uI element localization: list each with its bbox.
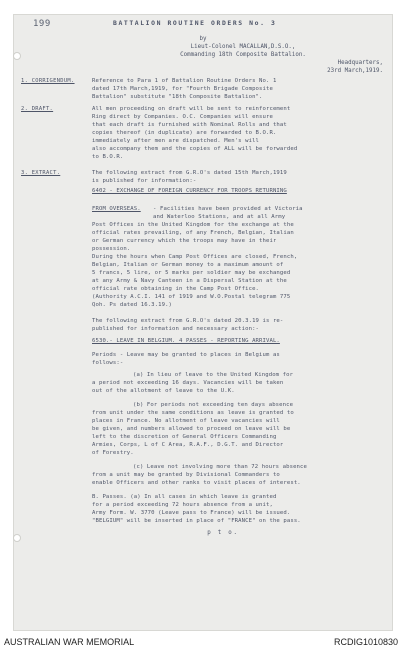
leave-line: "BELGIUM" will be inserted in place of "FRANCE" on the pass. [92, 518, 301, 524]
leave-line: B. Passes. (a) In all cases in which leave is granted [92, 494, 277, 500]
exchange-line: official rates prevailing, of any French, Belgian, Italian [92, 230, 294, 236]
document-date: 23rd March,1919. [327, 68, 383, 74]
draft-line: immediately after men are dispatched. Men's will [92, 138, 260, 144]
leave-intro-line: The following extract from G.R.O's dated 20.3.19 is re- [92, 318, 284, 324]
leave-line: Army Form. W. 3770 (Leave pass to France) will be issued. [92, 510, 291, 516]
leave-line: for a period exceeding 72 hours absence from a unit, [92, 502, 273, 508]
leave-heading: 6530.- LEAVE IN BELGIUM. 4 PASSES - REPORTING ARRIVAL. [92, 338, 280, 344]
exchange-line: 5 francs, 5 lire, or 5 marks per soldier may be exchanged [92, 270, 291, 276]
leave-line: Armies, Corps, L of C Area, R.A.F., D.G.T. and Director [92, 442, 284, 448]
exchange-line: - Facilities have been provided at Victoria [153, 206, 303, 212]
exchange-heading-2: FROM OVERSEAS. [92, 206, 141, 212]
leave-line: (c) Leave not involving more than 72 hours absence [133, 464, 307, 470]
leave-line: (a) In lieu of leave to the United Kingdom for [133, 372, 294, 378]
draft-line: All men proceeding on draft will be sent to reinforcement [92, 106, 291, 112]
corrigendum-line: dated 17th March,1919, for "Fourth Brigade Composite [92, 86, 273, 92]
exchange-line: or German currency which the troops may have in their [92, 238, 277, 244]
exchange-line: Post Offices in the United Kingdom for the exchange at the [92, 222, 294, 228]
leave-line: left to the discretion of General Officers Commanding [92, 434, 277, 440]
corrigendum-line: Reference to Para 1 of Battalion Routine Orders No. 1 [92, 78, 277, 84]
exchange-line: Belgian, Italian or German money to a maximum amount of [92, 262, 284, 268]
by-line: by [199, 36, 207, 42]
exchange-line: During the hours when Camp Post Offices are closed, French, [92, 254, 298, 260]
document-title: BATTALION ROUTINE ORDERS No. 3 [113, 19, 277, 27]
leave-intro-line: published for information and necessary action:- [92, 326, 260, 332]
draft-line: that each draft is furnished with Nominal Rolls and that [92, 122, 287, 128]
leave-line: out of the allotment of leave to the U.K. [92, 388, 235, 394]
corrigendum-label: 1. CORRIGENDUM. [21, 78, 75, 84]
exchange-line: at any Army & Navy Canteen in a Dispersal Station at the [92, 278, 287, 284]
leave-line: (b) For periods not exceeding ten days absence [133, 402, 294, 408]
leave-line: a period not exceeding 16 days. Vacancies will be taken [92, 380, 284, 386]
draft-line: copies thereof (in duplicate) are forwarded to B.O.R. [92, 130, 277, 136]
draft-line: also accompany them and the copies of ALL will be forwarded [92, 146, 298, 152]
leave-line: of Forestry. [92, 450, 134, 456]
document-page [13, 14, 393, 631]
exchange-line: and Waterloo Stations, and at all Army [153, 214, 286, 220]
exchange-line: (Authority A.C.I. 141 of 1919 and W.O.Postal telegram 775 [92, 294, 291, 300]
exchange-line: possession. [92, 246, 131, 252]
archive-credit: AUSTRALIAN WAR MEMORIAL [4, 637, 135, 647]
please-turn-over: p t o. [207, 530, 239, 536]
extract-label: 3. EXTRACT. [21, 170, 61, 176]
leave-line: Periods - Leave may be granted to places in Belgium as [92, 352, 280, 358]
draft-line: to B.O.R. [92, 154, 124, 160]
leave-line: enable Officers and other ranks to visit places of interest. [92, 480, 301, 486]
leave-line: be given, and numbers allowed to proceed on leave will be [92, 426, 291, 432]
exchange-line: official rate obtaining in the Camp Post Office. [92, 286, 260, 292]
extract-intro-line: The following extract from G.R.O's dated 15th March,1919 [92, 170, 287, 176]
leave-line: places in France. No allotment of leave vacancies will [92, 418, 280, 424]
leave-line: from unit under the same conditions as leave is granted to [92, 410, 294, 416]
exchange-heading: 6402 - EXCHANGE OF FOREIGN CURRENCY FOR TROOPS RETURNING [92, 188, 287, 194]
leave-line: from a unit may be granted by Divisional Commanders to [92, 472, 280, 478]
headquarters: Headquarters, [337, 60, 383, 66]
draft-label: 2. DRAFT. [21, 106, 54, 112]
page-number: 199 [33, 19, 51, 29]
draft-line: Ring direct by Companies. O.C. Companies will ensure [92, 114, 273, 120]
exchange-line: Qoh. Ps dated 16.3.19.) [92, 302, 173, 308]
position-line: Commanding 18th Composite Battalion. [180, 52, 306, 58]
corrigendum-line: Battalion" substitute "18th Composite Battalion". [92, 94, 263, 100]
leave-line: follows:- [92, 360, 124, 366]
archive-record-id: RCDIG1010830 [333, 637, 398, 647]
author-line: Lieut-Colonel MACALLAN,D.S.O., [190, 44, 296, 50]
extract-intro-line: is published for information:- [92, 178, 197, 184]
